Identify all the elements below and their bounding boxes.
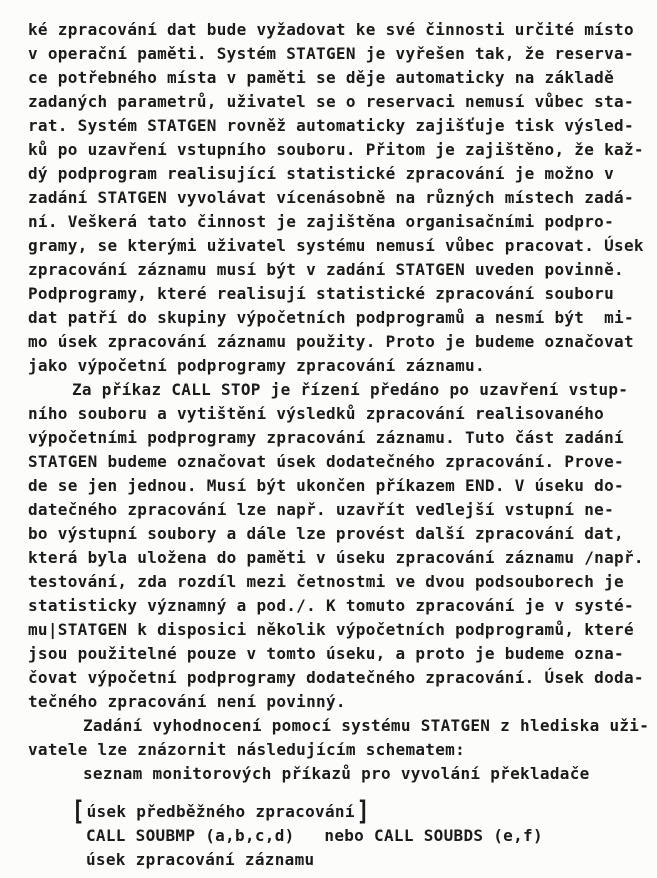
schema-optional-section-line [28,796,651,827]
text-line: která byla uložena do paměti v úseku zpracování záznamu /např. [28,548,644,567]
text-line: zpracování záznamu musí být v zadání STATGEN uveden povinně. [28,260,624,279]
blank-line-gap [28,786,651,800]
text-line: mo úsek zpracování záznamu použity. Proto je budeme označovat [28,332,634,351]
text-line: čovat výpočetní podprogramy dodatečného zpracování. Úsek doda- [28,668,644,687]
text-line: rat. Systém STATGEN rovněž automaticky zajišťuje tisk výsled- [28,116,634,135]
schema-optional-section-label: úsek předběžného zpracování [86,802,355,821]
left-bracket-glyph: [ [71,796,85,827]
schema-call-line: CALL SOUBMP (a,b,c,d) nebo CALL SOUBDS (e,f) [86,826,543,845]
paragraph-start-line: Zadání vyhodnocení pomocí systému STATGEN z hlediska uži- [83,716,650,735]
text-line: Podprogramy, které realisují statistické zpracování souboru [28,284,615,303]
text-line: ního souboru a vytištění výsledků zpracování realisovaného [28,404,605,423]
text-line: statisticky významný a pod./. K tomuto zpracování je v systé- [28,596,634,615]
text-line: STATGEN budeme označovat úsek dodatečného zpracování. Prove- [28,452,624,471]
text-line: v operační paměti. Systém STATGEN je vyřešen tak, že reserva- [28,44,634,63]
text-line: testování, zda rozdíl mezi četnostmi ve dvou podsouborech je [28,572,624,591]
schema-block [28,796,651,872]
text-line: zadání STATGEN vyvolávat vícenásobně na různých místech zadá- [28,188,634,207]
text-line: bo výstupní soubory a dále lze provést další zpracování dat, [28,524,624,543]
text-line: seznam monitorových příkazů pro vyvolání překladače [83,764,590,783]
text-line: vatele lze znázornit následujícím schematem: [28,740,466,759]
text-line: gramy, se kterými uživatel systému nemusí vůbec pracovat. Úsek [28,236,644,255]
text-line: ké zpracování dat bude vyžadovat ke své činnosti určité místo [28,20,634,39]
text-line: ků po uzavření vstupního souboru. Přitom je zajištěno, že kaž- [28,140,644,159]
text-line: datečného zpracování lze např. uzavřít vedlejší vstupní ne- [28,500,615,519]
text-line: tečného zpracování není povinný. [28,692,346,711]
schema-record-section-line: úsek zpracování záznamu [86,850,315,869]
text-line: dý podprogram realisující statistické zpracování je možno v [28,164,615,183]
text-line: mu|STATGEN k disposici několik výpočetních podprogramů, které [28,620,634,639]
text-line: zadaných parametrů, uživatel se o reservaci nemusí vůbec sta- [28,92,634,111]
text-line: ce potřebného místa v paměti se děje automaticky na základě [28,68,615,87]
text-line: výpočetními podprogramy zpracování záznamu. Tuto část zadání [28,428,624,447]
text-line: ní. Veškerá tato činnost je zajištěna organisačními podpro- [28,212,615,231]
text-line: de se jen jednou. Musí být ukončen příkazem END. V úseku do- [28,476,624,495]
body-text [28,18,651,786]
text-line: jako výpočetní podprogramy zpracování záznamu. [28,356,485,375]
right-bracket-glyph: ] [356,796,370,827]
text-line: jsou použitelné pouze v tomto úseku, a proto je budeme ozna- [28,644,624,663]
paragraph-start-line: Za příkaz CALL STOP je řízení předáno po uzavření vstup- [72,380,629,399]
text-line: dat patří do skupiny výpočetních podprogramů a nesmí být mi- [28,308,634,327]
